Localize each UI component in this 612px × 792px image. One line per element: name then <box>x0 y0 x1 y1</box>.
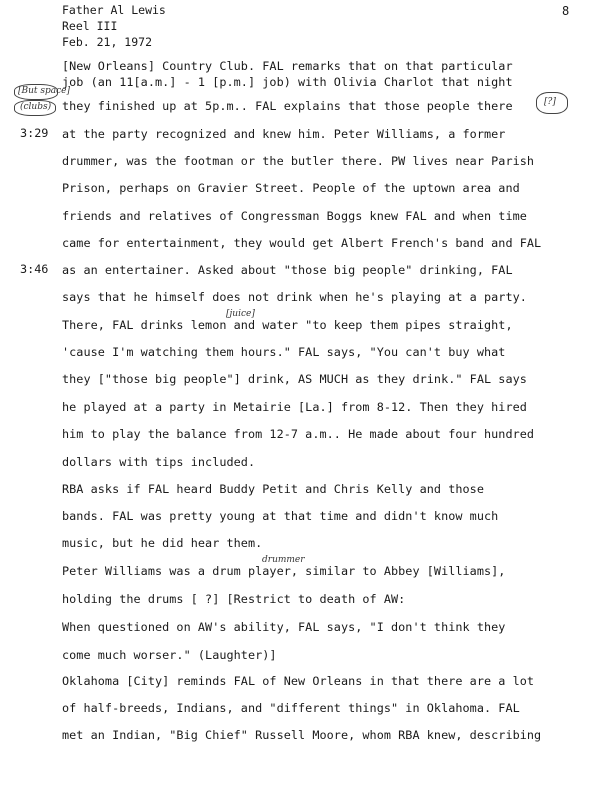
text-line: Prison, perhaps on Gravier Street. People of the uptown area and <box>62 181 520 195</box>
inline-note-drummer: drummer <box>262 555 305 565</box>
text-line: music, but he did hear them. <box>62 536 263 550</box>
text-line: RBA asks if FAL heard Buddy Petit and Chris Kelly and those <box>62 482 484 496</box>
text-line: job (an 11[a.m.] - 1 [p.m.] job) with Olivia Charlot that night <box>62 75 513 89</box>
margin-note-bottom: (clubs) <box>20 102 52 112</box>
text-line: bands. FAL was pretty young at that time and didn't know much <box>62 509 499 523</box>
text-line: drummer, was the footman or the butler there. PW lives near Parish <box>62 154 535 168</box>
text-line: holding the drums [ ?] [Restrict to death of AW: <box>62 592 406 606</box>
text-line: When questioned on AW's ability, FAL says, "I don't think they <box>62 620 506 634</box>
text-line: come much worser." (Laughter)] <box>62 648 277 662</box>
timecode-1: 3:29 <box>20 126 49 140</box>
timecode-2: 3:46 <box>20 262 49 276</box>
text-line: [New Orleans] Country Club. FAL remarks that on that particular <box>62 59 513 73</box>
header-name: Father Al Lewis <box>62 3 166 17</box>
text-line: dollars with tips included. <box>62 455 256 469</box>
text-line: There, FAL drinks lemon and water "to keep them pipes straight, <box>62 318 513 332</box>
page-number: 8 <box>562 4 570 18</box>
margin-note-right: [?] <box>544 97 556 107</box>
text-line: came for entertainment, they would get Albert French's band and FAL <box>62 236 542 250</box>
text-line: of half-breeds, Indians, and "different things" in Oklahoma. FAL <box>62 701 520 715</box>
text-line: he played at a party in Metairie [La.] from 8-12. Then they hired <box>62 400 527 414</box>
text-line: they finished up at 5p.m.. FAL explains that those people there <box>62 99 513 113</box>
text-line: Oklahoma [City] reminds FAL of New Orleans in that there are a lot <box>62 674 535 688</box>
inline-note-juice: [juice] <box>226 309 255 319</box>
text-line: they ["those big people"] drink, AS MUCH as they drink." FAL says <box>62 372 527 386</box>
text-line: met an Indian, "Big Chief" Russell Moore, whom RBA knew, describing <box>62 728 542 742</box>
text-line: as an entertainer. Asked about "those big people" drinking, FAL <box>62 263 513 277</box>
text-line: Peter Williams was a drum player, similar to Abbey [Williams], <box>62 564 506 578</box>
text-line: friends and relatives of Congressman Boggs knew FAL and when time <box>62 209 527 223</box>
margin-note-top: [But space] <box>18 86 71 96</box>
text-line: at the party recognized and knew him. Peter Williams, a former <box>62 127 506 141</box>
text-line: him to play the balance from 12-7 a.m.. He made about four hundred <box>62 427 535 441</box>
header-reel: Reel III <box>62 19 118 33</box>
header-date: Feb. 21, 1972 <box>62 35 153 49</box>
text-line: 'cause I'm watching them hours." FAL says, "You can't buy what <box>62 345 506 359</box>
text-line: says that he himself does not drink when he's playing at a party. <box>62 290 527 304</box>
